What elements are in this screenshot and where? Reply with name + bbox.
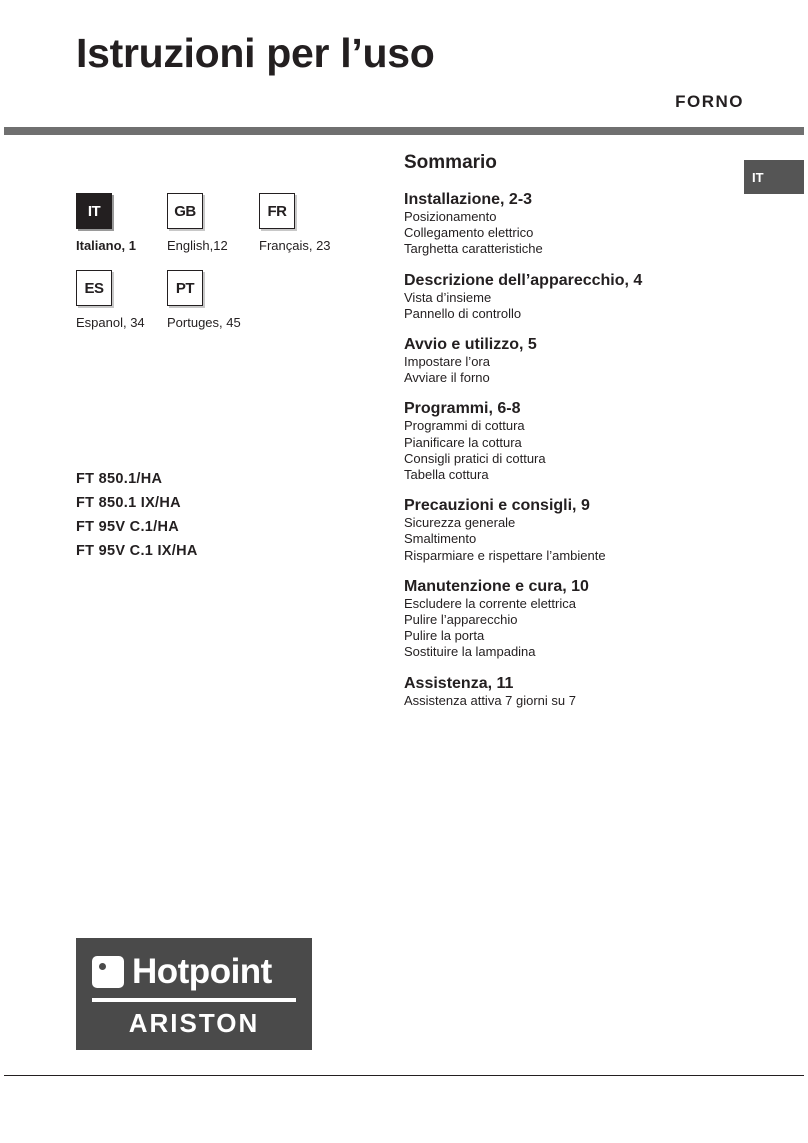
logo-wordmark-hotpoint: Hotpoint	[132, 952, 272, 991]
toc-item[interactable]: Sicurezza generale	[404, 515, 516, 531]
toc-section-assistenza	[404, 674, 734, 709]
toc-section-installazione	[404, 190, 734, 258]
toc-item[interactable]: Vista d’insieme	[404, 289, 492, 305]
model-name: FT 95V C.1/HA	[76, 519, 180, 535]
toc-heading: Sommario	[404, 152, 497, 173]
model-name: FT 850.1/HA	[76, 471, 163, 487]
language-selector-fr[interactable]	[259, 193, 331, 253]
language-label[interactable]: English,12	[167, 238, 228, 253]
language-label[interactable]: Espanol, 34	[76, 315, 145, 330]
footer-divider	[4, 1075, 804, 1076]
toc-section-programmi	[404, 399, 734, 483]
logo-top-row	[92, 952, 272, 992]
toc-item[interactable]: Pannello di controllo	[404, 305, 522, 321]
logo-wordmark-ariston: ARISTON	[128, 1008, 260, 1038]
model-name: FT 850.1 IX/HA	[76, 495, 181, 511]
toc-item[interactable]: Pulire l’apparecchio	[404, 612, 518, 628]
toc-item[interactable]: Assistenza attiva 7 giorni su 7	[404, 692, 576, 708]
toc-item[interactable]: Consigli pratici di cottura	[404, 450, 546, 466]
toc-section-title[interactable]: Avvio e utilizzo, 5	[404, 336, 537, 354]
language-code-box[interactable]: GB	[167, 193, 203, 229]
logo-mark-icon	[92, 956, 124, 988]
language-code-box[interactable]: IT	[76, 193, 112, 229]
toc-item[interactable]: Escludere la corrente elettrica	[404, 595, 576, 611]
toc-item[interactable]: Programmi di cottura	[404, 418, 525, 434]
toc-section-title[interactable]: Precauzioni e consigli, 9	[404, 497, 590, 515]
toc-item[interactable]: Risparmiare e rispettare l’ambiente	[404, 547, 606, 563]
language-code-box[interactable]: PT	[167, 270, 203, 306]
model-list	[76, 467, 198, 563]
language-label[interactable]: Italiano, 1	[76, 238, 136, 253]
toc-item[interactable]: Smaltimento	[404, 531, 477, 547]
product-type: FORNO	[675, 92, 744, 111]
toc-item[interactable]: Posizionamento	[404, 209, 497, 224]
toc-item[interactable]: Pulire la porta	[404, 628, 485, 644]
toc-item[interactable]: Targhetta caratteristiche	[404, 241, 543, 257]
language-selector-es[interactable]	[76, 270, 145, 330]
model-name: FT 95V C.1 IX/HA	[76, 543, 198, 559]
header-divider	[4, 127, 804, 135]
toc-section-precauzioni	[404, 496, 734, 564]
toc-section-avvio	[404, 335, 734, 386]
toc-section-manutenzione	[404, 577, 734, 661]
toc-item[interactable]: Impostare l’ora	[404, 354, 490, 370]
language-label[interactable]: Portuges, 45	[167, 315, 241, 330]
logo-divider	[92, 998, 296, 1002]
toc-section-title[interactable]: Manutenzione e cura, 10	[404, 577, 589, 595]
toc-item[interactable]: Collegamento elettrico	[404, 225, 534, 241]
toc-item[interactable]: Pianificare la cottura	[404, 434, 522, 450]
page-title: Istruzioni per l’uso	[76, 30, 435, 76]
toc-item[interactable]: Tabella cottura	[404, 467, 489, 483]
toc-section-descrizione	[404, 271, 734, 322]
hotpoint-ariston-logo	[76, 938, 312, 1050]
language-label[interactable]: Français, 23	[259, 238, 331, 253]
toc-section-title[interactable]: Assistenza, 11	[404, 674, 514, 692]
language-tab: IT	[744, 160, 804, 194]
table-of-contents	[404, 152, 734, 722]
language-selector-pt[interactable]	[167, 270, 241, 330]
language-selector-it[interactable]	[76, 193, 136, 253]
language-code-box[interactable]: ES	[76, 270, 112, 306]
language-code-box[interactable]: FR	[259, 193, 295, 229]
toc-section-title[interactable]: Programmi, 6-8	[404, 400, 521, 418]
toc-section-title[interactable]: Installazione, 2-3	[404, 191, 533, 208]
toc-item[interactable]: Sostituire la lampadina	[404, 644, 536, 660]
toc-item[interactable]: Avviare il forno	[404, 370, 490, 386]
toc-section-title[interactable]: Descrizione dell’apparecchio, 4	[404, 271, 643, 289]
language-selector-gb[interactable]	[167, 193, 228, 253]
